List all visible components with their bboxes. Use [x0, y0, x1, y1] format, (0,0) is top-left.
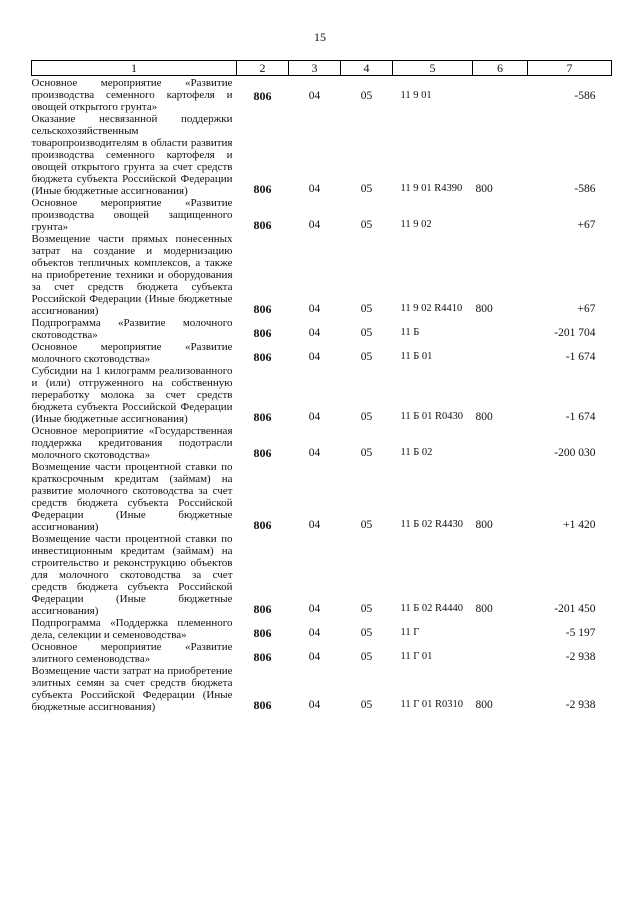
table-row: [32, 113, 612, 197]
expense-type-code: [473, 317, 528, 341]
table-row: [32, 233, 612, 317]
target-article-code: 11 9 02: [400, 219, 432, 230]
expense-type-code: 800: [475, 303, 493, 315]
subsection-code: 05: [360, 90, 373, 102]
amount-value: +67: [577, 303, 596, 315]
table-header-row: [32, 61, 612, 76]
expense-type-code: [473, 425, 528, 461]
table-row: [32, 461, 612, 533]
target-article-code: 11 Б 02 R4430: [400, 519, 464, 530]
row-description: Основное мероприятие «Государственная поддержка кредитования подотрасли молочного скотоводства»: [31, 425, 233, 461]
section-code: 04: [308, 219, 321, 231]
page-number: 15: [314, 30, 326, 44]
grbs-code: 806: [253, 410, 272, 424]
subsection-code: 05: [360, 603, 373, 615]
expense-type-code: 800: [475, 699, 493, 711]
target-article-code: 11 Б 02 R4440: [400, 603, 464, 614]
section-code: 04: [308, 90, 321, 102]
row-description: Возмещение части процентной ставки по краткосрочным кредитам (займам) на развитие молочного скотоводства за счет средств бюджета субъекта Российской Федерации (Иные бюджетные ассигнования): [31, 461, 233, 533]
target-article-code: 11 Г: [400, 627, 420, 638]
subsection-code: 05: [360, 183, 373, 195]
target-article-code: 11 Г 01: [400, 651, 433, 662]
table-row: [32, 76, 612, 114]
table-row: [32, 533, 612, 617]
header-col-6: 6: [473, 61, 528, 76]
subsection-code: 05: [360, 411, 373, 423]
header-col-3: 3: [289, 61, 341, 76]
target-article-code: 11 Б 01: [400, 351, 433, 362]
row-description: Подпрограмма «Поддержка племенного дела, селекции и семеноводства»: [31, 617, 233, 641]
row-description: Основное мероприятие «Развитие молочного скотоводства»: [31, 341, 233, 365]
amount-value: +67: [577, 219, 596, 231]
table-row: [32, 665, 612, 713]
expense-type-code: 800: [475, 183, 493, 195]
header-col-1: 1: [32, 61, 237, 76]
table-body: [32, 76, 612, 714]
section-code: 04: [308, 519, 321, 531]
subsection-code: 05: [360, 303, 373, 315]
subsection-code: 05: [360, 351, 373, 363]
row-description: Возмещение части процентной ставки по инвестиционным кредитам (займам) на строительство и реконструкцию объектов для молочного скотоводства за счет средств бюджета субъекта Российской Федерации (Иные бюджетные ассигнования): [31, 533, 233, 617]
expense-type-code: 800: [475, 411, 493, 423]
grbs-code: 806: [253, 446, 272, 460]
amount-value: -2 938: [565, 699, 596, 711]
grbs-code: 806: [253, 182, 272, 196]
section-code: 04: [308, 603, 321, 615]
grbs-code: 806: [253, 626, 272, 640]
amount-value: -200 030: [554, 447, 596, 459]
section-code: 04: [308, 303, 321, 315]
target-article-code: 11 Б: [400, 327, 420, 338]
target-article-code: 11 9 01 R4390: [400, 183, 463, 194]
amount-value: -1 674: [565, 351, 596, 363]
section-code: 04: [308, 651, 321, 663]
table-row: [32, 617, 612, 641]
expense-type-code: [473, 76, 528, 114]
table-row: [32, 341, 612, 365]
target-article-code: 11 9 01: [400, 90, 432, 101]
subsection-code: 05: [360, 219, 373, 231]
expense-type-code: 800: [475, 519, 493, 531]
expense-type-code: [473, 617, 528, 641]
amount-value: -1 674: [565, 411, 596, 423]
amount-value: +1 420: [563, 519, 596, 531]
section-code: 04: [308, 627, 321, 639]
expense-type-code: [473, 197, 528, 233]
row-description: Возмещение части затрат на приобретение элитных семян за счет средств бюджета субъекта Российской Федерации (Иные бюджетные ассигнования): [31, 665, 233, 713]
table-row: [32, 365, 612, 425]
section-code: 04: [308, 447, 321, 459]
subsection-code: 05: [360, 519, 373, 531]
amount-value: -201 704: [554, 327, 596, 339]
subsection-code: 05: [360, 627, 373, 639]
grbs-code: 806: [253, 350, 272, 364]
header-col-7: 7: [528, 61, 612, 76]
grbs-code: 806: [253, 218, 272, 232]
header-col-2: 2: [237, 61, 289, 76]
target-article-code: 11 9 02 R4410: [400, 303, 463, 314]
row-description: Основное мероприятие «Развитие элитного семеноводства»: [31, 641, 233, 665]
section-code: 04: [308, 327, 321, 339]
table-row: [32, 197, 612, 233]
header-col-5: 5: [393, 61, 473, 76]
grbs-code: 806: [253, 698, 272, 712]
header-col-4: 4: [341, 61, 393, 76]
table-row: [32, 317, 612, 341]
row-description: Субсидии на 1 килограмм реализованного и (или) отгруженного на собственную переработку молока за счет средств бюджета субъекта Российской Федерации (Иные бюджетные ассигнования): [31, 365, 233, 425]
budget-table: [31, 60, 612, 713]
expense-type-code: [473, 341, 528, 365]
grbs-code: 806: [253, 89, 272, 103]
subsection-code: 05: [360, 447, 373, 459]
section-code: 04: [308, 411, 321, 423]
target-article-code: 11 Г 01 R0310: [400, 699, 464, 710]
target-article-code: 11 Б 02: [400, 447, 433, 458]
target-article-code: 11 Б 01 R0430: [400, 411, 464, 422]
row-description: Оказание несвязанной поддержки сельскохозяйственным товаропроизводителям в области развития производства семенного картофеля и овощей открытого грунта за счет средств бюджета субъекта Российской Федерации (Иные бюджетные ассигнования): [31, 113, 233, 197]
grbs-code: 806: [253, 326, 272, 340]
row-description: Основное мероприятие «Развитие производства овощей защищенного грунта»: [31, 197, 233, 233]
grbs-code: 806: [253, 602, 272, 616]
section-code: 04: [308, 699, 321, 711]
amount-value: -2 938: [565, 651, 596, 663]
amount-value: -201 450: [554, 603, 596, 615]
expense-type-code: 800: [475, 603, 493, 615]
expense-type-code: [473, 641, 528, 665]
grbs-code: 806: [253, 518, 272, 532]
subsection-code: 05: [360, 699, 373, 711]
section-code: 04: [308, 183, 321, 195]
section-code: 04: [308, 351, 321, 363]
grbs-code: 806: [253, 302, 272, 316]
row-description: Возмещение части прямых понесенных затрат на создание и модернизацию объектов тепличных комплексов, а также на приобретение техники и оборудования за счет средств бюджета субъекта Российской Федерации (Иные бюджетные ассигнования): [31, 233, 233, 317]
subsection-code: 05: [360, 327, 373, 339]
table-row: [32, 425, 612, 461]
table-row: [32, 641, 612, 665]
row-description: Подпрограмма «Развитие молочного скотоводства»: [31, 317, 233, 341]
row-description: Основное мероприятие «Развитие производства семенного картофеля и овощей открытого грунта»: [31, 77, 233, 113]
amount-value: -586: [574, 90, 596, 102]
amount-value: -5 197: [565, 627, 596, 639]
grbs-code: 806: [253, 650, 272, 664]
subsection-code: 05: [360, 651, 373, 663]
amount-value: -586: [574, 183, 596, 195]
